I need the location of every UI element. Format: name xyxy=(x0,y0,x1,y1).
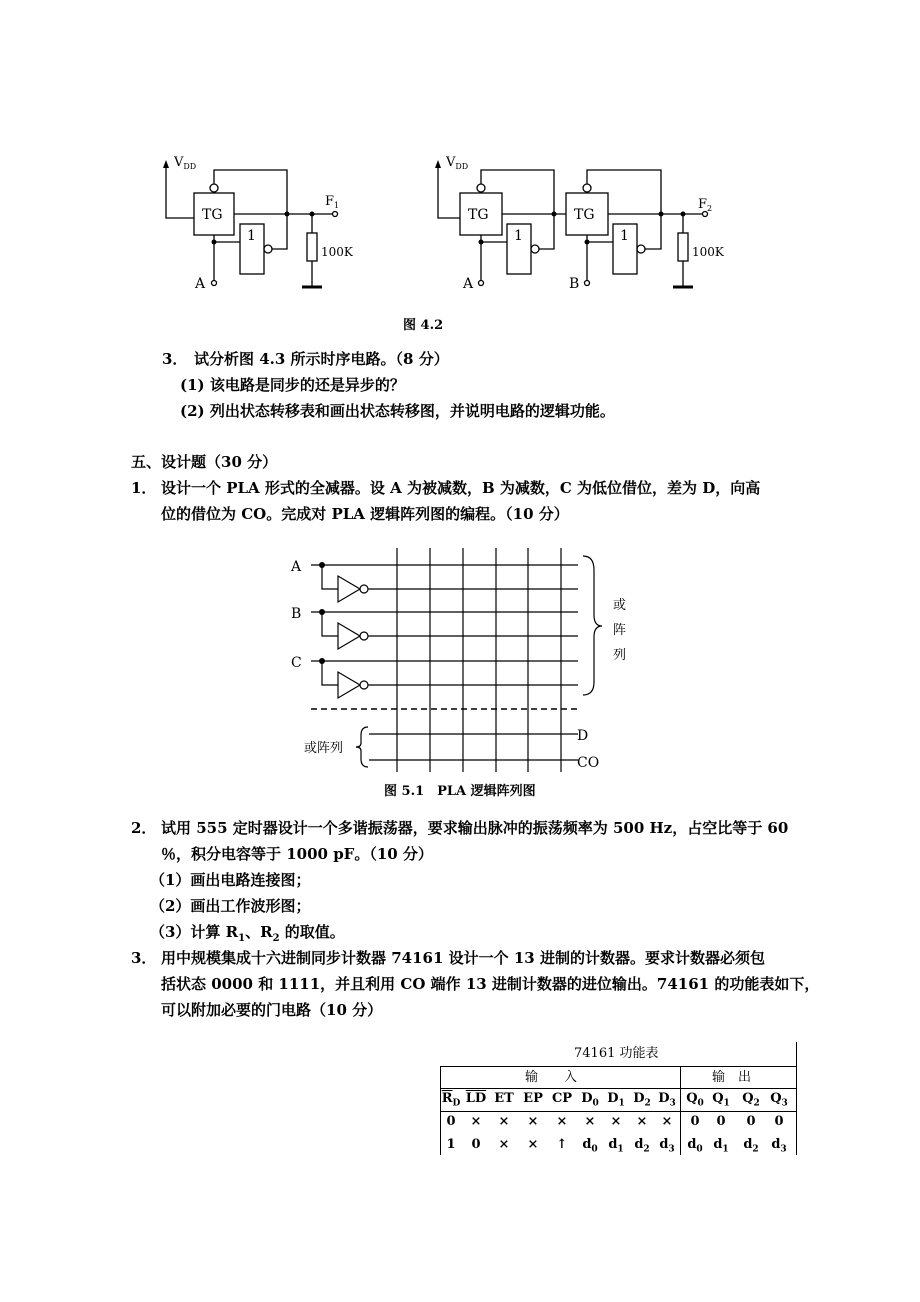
table-header-cell: $D_3$ xyxy=(658,1091,676,1109)
table-header-cell: $D_2$ xyxy=(633,1091,651,1109)
tg-label-1: TG xyxy=(202,207,223,223)
vdd-label-2: $V_{DD}$ xyxy=(446,155,469,171)
table-header-cell: CP xyxy=(551,1091,573,1106)
design-q2-sub-2: （2）画出工作波形图； xyxy=(150,897,311,915)
table-cell: × xyxy=(470,1114,482,1129)
design-q1-line-1: 设计一个 PLA 形式的全减器。设 A 为被减数，B 为减数，C 为低位借位，差为 D，向高 xyxy=(161,479,761,497)
or-array-char-2: 阵 xyxy=(613,623,627,638)
table-cell: 0 xyxy=(446,1114,456,1129)
or-array-char-3: 列 xyxy=(613,648,627,663)
tg-label-2: TG xyxy=(468,207,489,223)
question-3-sub-1: (1) 该电路是同步的还是异步的？ xyxy=(180,376,405,394)
table-cell: ↑ xyxy=(556,1137,568,1152)
table-header-cell: $Q_2$ xyxy=(742,1091,760,1109)
design-q2-sub-1: （1）画出电路连接图； xyxy=(150,871,311,889)
or-array-char-1: 或 xyxy=(613,598,627,613)
table-cell: × xyxy=(661,1114,673,1129)
section-5-title: 五、设计题（30 分） xyxy=(131,453,278,471)
inverter-label-3: 1 xyxy=(620,228,629,244)
question-3-text: 试分析图 4.3 所示时序电路。（8 分） xyxy=(194,350,449,368)
design-q2-line-2: ％，积分电容等于 1000 pF。（10 分） xyxy=(161,845,433,863)
table-cell: $d_0$ xyxy=(687,1137,703,1155)
table-header-cell: $\overline{LD}$ xyxy=(465,1091,487,1106)
tg-label-3: TG xyxy=(574,207,595,223)
pla-input-b: B xyxy=(291,606,302,622)
input-a-label-2: A xyxy=(463,276,474,292)
table-cell: × xyxy=(584,1114,596,1129)
pla-input-c: C xyxy=(291,655,302,671)
table-header-cell: $D_0$ xyxy=(581,1091,599,1109)
table-cell: $d_3$ xyxy=(659,1137,675,1155)
table-cell: $d_1$ xyxy=(608,1137,624,1155)
figure-5-1-pla xyxy=(270,540,627,780)
table-cell: 0 xyxy=(774,1114,784,1129)
design-q3-line-2: 括状态 0000 和 1111，并且利用 CO 端作 13 进制计数器的进位输出。74161 的功能表如下， xyxy=(161,975,820,993)
table-output-header: 输 出 xyxy=(712,1070,752,1085)
design-q2-line-1: 试用 555 定时器设计一个多谐振荡器，要求输出脉冲的振荡频率为 500 Hz，占空比等于 60 xyxy=(161,819,789,837)
table-header-cell: $Q_0$ xyxy=(686,1091,704,1109)
design-q2-number: 2． xyxy=(131,819,157,837)
inverter-label-2: 1 xyxy=(514,228,523,244)
f2-label: $F_2$ xyxy=(698,197,713,213)
table-title: 74161 功能表 xyxy=(574,1046,659,1061)
table-cell: $d_3$ xyxy=(771,1137,787,1155)
f1-label: $F_1$ xyxy=(325,194,340,210)
table-cell: 1 xyxy=(446,1137,456,1152)
table-cell: 0 xyxy=(690,1114,700,1129)
table-header-cell: ET xyxy=(494,1091,514,1106)
pla-input-a: A xyxy=(291,559,302,575)
design-q2-sub-3: （3）计算 $R_1$、$R_2$ 的取值。 xyxy=(150,923,345,944)
vdd-label-1: $V_{DD}$ xyxy=(174,155,197,171)
design-q3-line-3: 可以附加必要的门电路（10 分） xyxy=(161,1001,383,1019)
table-cell: × xyxy=(498,1137,510,1152)
pla-output-d: D xyxy=(577,728,589,744)
figure-4-2 xyxy=(0,140,920,300)
design-q1-line-2: 位的借位为 CO。完成对 PLA 逻辑阵列图的编程。（10 分） xyxy=(161,505,569,523)
table-cell: × xyxy=(527,1114,539,1129)
resistor-label-1: 100K xyxy=(321,245,353,259)
or-array-label: 或阵列 xyxy=(304,741,344,756)
input-b-label: B xyxy=(569,276,580,292)
pla-output-co: CO xyxy=(577,755,600,771)
design-q1-number: 1． xyxy=(131,479,157,497)
table-cell: × xyxy=(610,1114,622,1129)
question-3-sub-2: (2) 列出状态转移表和画出状态转移图，并说明电路的逻辑功能。 xyxy=(180,402,615,420)
figure-4-2-caption: 图 4.2 xyxy=(403,318,444,333)
table-cell: 0 xyxy=(746,1114,756,1129)
figure-5-1-caption: 图 5.1 PLA 逻辑阵列图 xyxy=(384,784,536,799)
question-3-number: 3． xyxy=(162,350,188,368)
table-cell: × xyxy=(498,1114,510,1129)
table-input-header: 输 入 xyxy=(525,1070,578,1085)
table-cell: $d_2$ xyxy=(634,1137,650,1155)
table-header-cell: $\overline{R}_D$ xyxy=(441,1091,461,1109)
table-cell: $d_1$ xyxy=(713,1137,729,1155)
table-cell: × xyxy=(636,1114,648,1129)
design-q3-line-1: 用中规模集成十六进制同步计数器 74161 设计一个 13 进制的计数器。要求计数器必须包 xyxy=(161,949,765,967)
table-header-cell: $Q_3$ xyxy=(770,1091,788,1109)
inverter-label-1: 1 xyxy=(247,228,256,244)
resistor-label-2: 100K xyxy=(692,245,724,259)
table-cell: 0 xyxy=(716,1114,726,1129)
table-header-cell: EP xyxy=(523,1091,543,1106)
table-cell: 0 xyxy=(471,1137,481,1152)
table-cell: × xyxy=(527,1137,539,1152)
table-header-cell: $D_1$ xyxy=(607,1091,625,1109)
table-header-cell: $Q_1$ xyxy=(712,1091,730,1109)
input-a-label-1: A xyxy=(195,276,206,292)
table-cell: × xyxy=(556,1114,568,1129)
table-cell: $d_0$ xyxy=(582,1137,598,1155)
table-cell: $d_2$ xyxy=(743,1137,759,1155)
design-q3-number: 3． xyxy=(131,949,157,967)
